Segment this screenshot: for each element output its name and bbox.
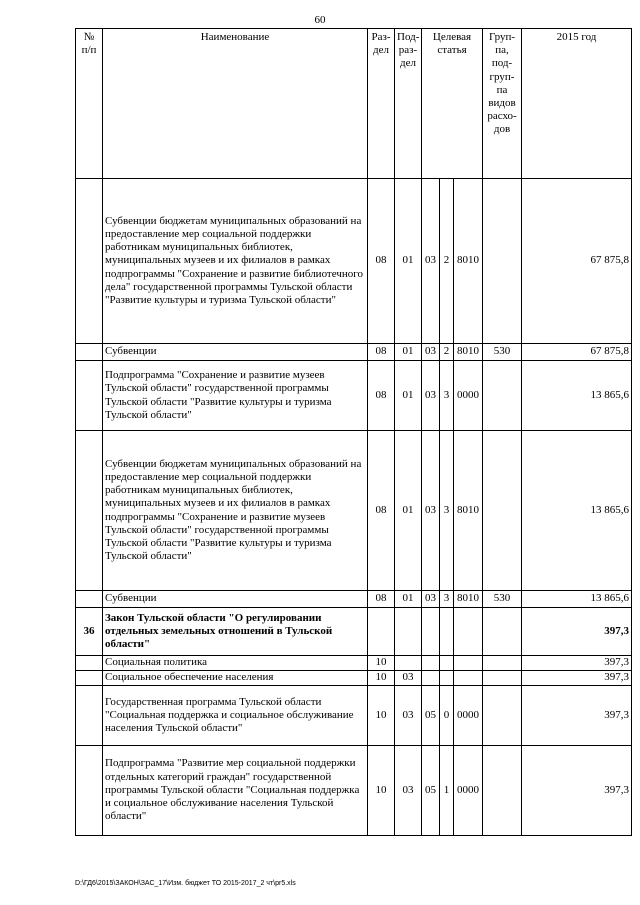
cell-cs3: 0000 [454,686,483,746]
cell-cs1 [422,608,440,656]
cell-pr: 03 [395,746,422,836]
cell-num [76,656,103,671]
cell-pr: 03 [395,671,422,686]
cell-rz: 08 [368,179,395,344]
cell-cs1: 03 [422,361,440,431]
cell-rz: 10 [368,656,395,671]
cell-cs1: 05 [422,686,440,746]
cell-vr [483,431,522,591]
cell-cs1: 05 [422,746,440,836]
cell-vr [483,656,522,671]
cell-vr: 530 [483,591,522,608]
table-row [76,431,632,591]
cell-cs3 [454,656,483,671]
table-header-row [76,29,632,179]
cell-pr: 01 [395,344,422,361]
cell-amount: 13 865,6 [522,361,632,431]
cell-pr [395,656,422,671]
cell-amount: 67 875,8 [522,179,632,344]
cell-num [76,344,103,361]
cell-vr [483,361,522,431]
cell-pr: 01 [395,591,422,608]
cell-vr [483,686,522,746]
table-row [76,361,632,431]
cell-num [76,431,103,591]
cell-cs2: 2 [440,344,454,361]
header-year: 2015 год [522,29,632,179]
cell-rz: 10 [368,686,395,746]
cell-name: Подпрограмма "Сохранение и развитие музеев Тульской области" государственной программы Тульской области "Развитие культуры и туризма Тульской области" [103,361,368,431]
cell-rz: 08 [368,361,395,431]
cell-vr [483,608,522,656]
cell-rz: 10 [368,746,395,836]
cell-pr [395,608,422,656]
cell-amount: 13 865,6 [522,591,632,608]
cell-cs2: 2 [440,179,454,344]
cell-cs2 [440,656,454,671]
cell-rz: 10 [368,671,395,686]
table-row [76,746,632,836]
cell-cs2 [440,671,454,686]
cell-cs1 [422,671,440,686]
cell-cs1: 03 [422,344,440,361]
header-num: № п/п [76,29,103,179]
file-path-footer: D:\ГД6\2015\ЗАКОН\ЗАС_17\Изм. бюджет ТО 2015-2017_2 чт\pr5.xls [75,880,296,887]
cell-vr [483,179,522,344]
cell-name: Субвенции [103,344,368,361]
cell-rz [368,608,395,656]
cell-vr [483,671,522,686]
cell-name: Государственная программа Тульской области "Социальная поддержка и социальное обслуживание населения Тульской области" [103,686,368,746]
cell-pr: 03 [395,686,422,746]
cell-cs1 [422,656,440,671]
cell-num [76,746,103,836]
cell-num [76,686,103,746]
cell-num [76,179,103,344]
cell-cs2: 3 [440,591,454,608]
cell-rz: 08 [368,344,395,361]
cell-cs3: 8010 [454,179,483,344]
cell-cs1: 03 [422,431,440,591]
budget-table [75,28,632,836]
cell-amount: 397,3 [522,656,632,671]
cell-amount: 67 875,8 [522,344,632,361]
table-row [76,671,632,686]
table-row [76,608,632,656]
cell-cs3 [454,608,483,656]
cell-num [76,591,103,608]
cell-rz: 08 [368,431,395,591]
table-row [76,591,632,608]
cell-cs3: 8010 [454,344,483,361]
cell-amount: 397,3 [522,746,632,836]
cell-cs3: 8010 [454,431,483,591]
cell-cs2 [440,608,454,656]
cell-cs3: 0000 [454,746,483,836]
header-razdel: Раз-дел [368,29,395,179]
cell-pr: 01 [395,179,422,344]
cell-name: Субвенции [103,591,368,608]
cell-cs3: 0000 [454,361,483,431]
cell-name: Социальная политика [103,656,368,671]
cell-name: Субвенции бюджетам муниципальных образований на предоставление мер социальной поддержки работникам муниципальных библиотек, муниципальных музеев и их филиалов в рамках подпрограммы "Сохранение и развитие музеев Тульской области" государственной программы Тульской области "Развитие культуры и туризма Тульской области" [103,431,368,591]
cell-num: 36 [76,608,103,656]
cell-cs3 [454,671,483,686]
cell-cs2: 3 [440,431,454,591]
cell-name: Закон Тульской области "О регулировании отдельных земельных отношений в Тульской области" [103,608,368,656]
cell-pr: 01 [395,431,422,591]
cell-vr [483,746,522,836]
table-row [76,344,632,361]
cell-cs1: 03 [422,591,440,608]
header-name: Наименование [103,29,368,179]
cell-cs2: 0 [440,686,454,746]
table-row [76,179,632,344]
cell-pr: 01 [395,361,422,431]
cell-amount: 397,3 [522,671,632,686]
cell-amount: 13 865,6 [522,431,632,591]
cell-num [76,361,103,431]
page-number: 60 [314,14,326,26]
header-celevaya: Целевая статья [422,29,483,179]
cell-name: Субвенции бюджетам муниципальных образований на предоставление мер социальной поддержки работникам муниципальных библиотек, муниципальных музеев и их филиалов в рамках подпрограммы "Сохранение и развитие библиотечного дела" государственной программы Тульской области "Развитие культуры и туризма Тульской области" [103,179,368,344]
cell-vr: 530 [483,344,522,361]
header-podrazdel: Под-раз-дел [395,29,422,179]
table-row [76,656,632,671]
cell-amount: 397,3 [522,686,632,746]
cell-name: Подпрограмма "Развитие мер социальной поддержки отдельных категорий граждан" государственной программы Тульской области "Социальная поддержка и социальное обслуживание населения Тульской области" [103,746,368,836]
cell-rz: 08 [368,591,395,608]
cell-cs2: 3 [440,361,454,431]
cell-amount: 397,3 [522,608,632,656]
table-row [76,686,632,746]
cell-cs3: 8010 [454,591,483,608]
cell-cs2: 1 [440,746,454,836]
cell-name: Социальное обеспечение населения [103,671,368,686]
cell-cs1: 03 [422,179,440,344]
header-gruppa: Груп-па, под-груп-па видов расхо-дов [483,29,522,179]
cell-num [76,671,103,686]
